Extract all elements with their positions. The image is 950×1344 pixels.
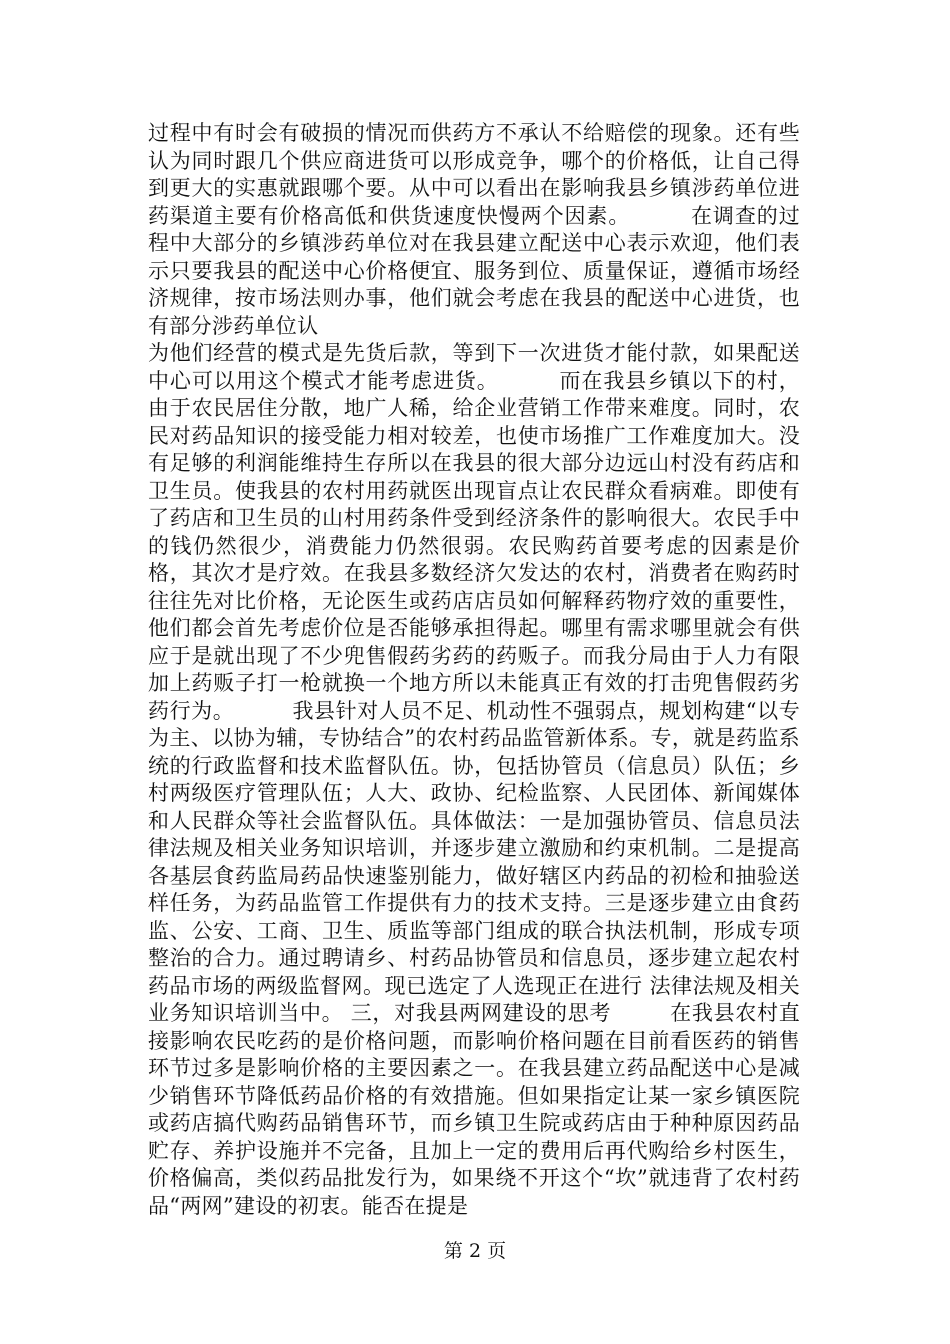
- paragraph-2: 为他们经营的模式是先货后款，等到下一次进货才能付款，如果配送中心可以用这个模式才能考虑进货。 而在我县乡镇以下的村，由于农民居住分散，地广人稀，给企业营销工作带来难度。同时，农民对药品知识的接受能力相对较差，也使市场推广工作难度加大。没有足够的利润能维持生存所以在我县的很大部分边远山村没有药店和卫生员。使我县的农村用药就医出现盲点让农民群众看病难。即使有了药店和卫生员的山村用药条件受到经济条件的影响很大。农民手中的钱仍然很少，消费能力仍然很弱。农民购药首要考虑的因素是价格，其次才是疗效。在我县多数经济欠发达的农村，消费者在购药时往往先对比价格，无论医生或药店店员如何解释药物疗效的重要性，他们都会首先考虑价位是否能够承担得起。哪里有需求哪里就会有供应于是就出现了不少兜售假药劣药的药贩子。而我分局由于人力有限加上药贩子打一枪就换一个地方所以未能真正有效的打击兜售假药劣药行为。 我县针对人员不足、机动性不强弱点，规划构建“以专为主、以协为辅，专协结合”的农村药品监管新体系。专，就是药监系统的行政监督和技术监督队伍。协，包括协管员（信息员）队伍；乡村两级医疗管理队伍；人大、政协、纪检监察、人民团体、新闻媒体和人民群众等社会监督队伍。具体做法：一是加强协管员、信息员法律法规及相关业务知识培训，并逐步建立激励和约束机制。二是提高各基层食药监局药品快速鉴别能力，做好辖区内药品的初检和抽验送样任务，为药品监管工作提供有力的技术支持。三是逐步建立由食药监、公安、工商、卫生、质监等部门组成的联合执法机制，形成专项整治的合力。通过聘请乡、村药品协管员和信息员，逐步建立起农村药品市场的两级监督网。现已选定了人选现正在进行 法律法规及相关业务知识培训当中。 三，对我县两网建设的思考 在我县农村直接影响农民吃药的是价格问题，而影响价格问题在目前看医药的销售环节过多是影响价格的主要因素之一。在我县建立药品配送中心是减少销售环节降低药品价格的有效措施。但如果指定让某一家乡镇医院或药店搞代购药品销售环节，而乡镇卫生院或药店由于种种原因药品贮存、养护设施并不完备，且加上一定的费用后再代购给乡村医生，价格偏高，类似药品批发行为，如果绕不开这个“坎”就违背了农村药品“两网”建设的初衷。能否在提是: [148, 341, 800, 1218]
- body-text: [148, 120, 800, 1220]
- paragraph-1: 过程中有时会有破损的情况而供药方不承认不给赔偿的现象。还有些认为同时跟几个供应商进货可以形成竞争，哪个的价格低，让自己得到更大的实惠就跟哪个要。从中可以看出在影响我县乡镇涉药单位进药渠道主要有价格高低和供货速度快慢两个因素。 在调查的过程中大部分的乡镇涉药单位对在我县建立配送中心表示欢迎，他们表示只要我县的配送中心价格便宜、服务到位、质量保证，遵循市场经济规律，按市场法则办事，他们就会考虑在我县的配送中心进货，也有部分涉药单位认: [148, 121, 800, 338]
- page-number: 第 2 页: [443, 1240, 507, 1262]
